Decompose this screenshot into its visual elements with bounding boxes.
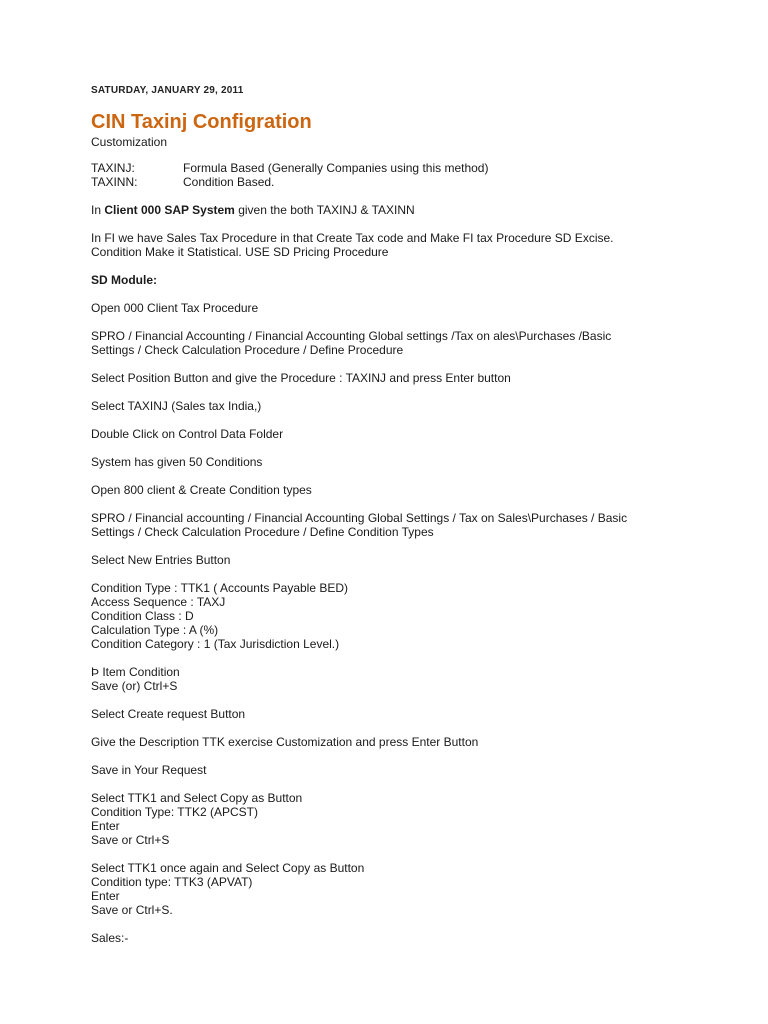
condition-type-line: Condition Type : TTK1 ( Accounts Payable BED) <box>91 581 349 595</box>
calculation-type-line: Calculation Type : A (%) <box>91 623 219 637</box>
fi-line-2: Condition Make it Statistical. USE SD Pricing Procedure <box>91 245 389 259</box>
copy-2-line-2: Condition type: TTK3 (APVAT) <box>91 875 253 889</box>
open-000-line: Open 000 Client Tax Procedure <box>91 301 259 315</box>
copy-1-line-3: Enter <box>91 819 120 833</box>
copy-1-line-2: Condition Type: TTK2 (APCST) <box>91 805 258 819</box>
give-description-line: Give the Description TTK exercise Customization and press Enter Button <box>91 735 479 749</box>
condition-category-line: Condition Category : 1 (Tax Jurisdiction Level.) <box>91 637 340 651</box>
select-new-entries-line: Select New Entries Button <box>91 553 231 567</box>
spro-path-2-line-1: SPRO / Financial accounting / Financial Accounting Global Settings / Tax on Sales\Purchases / Basic <box>91 511 628 525</box>
taxinn-value: Condition Based. <box>183 175 275 189</box>
select-taxinj-line: Select TAXINJ (Sales tax India,) <box>91 399 262 413</box>
copy-2-line-4: Save or Ctrl+S. <box>91 903 173 917</box>
customization-text: Customization <box>91 135 168 149</box>
post-date: SATURDAY, JANUARY 29, 2011 <box>91 85 244 96</box>
taxinj-key: TAXINJ: <box>91 161 135 175</box>
item-condition-line: Þ Item Condition <box>91 665 180 679</box>
spro-path-1-line-1: SPRO / Financial Accounting / Financial Accounting Global settings /Tax on ales\Purchases /Basic <box>91 329 612 343</box>
sd-module-heading: SD Module: <box>91 273 157 287</box>
taxinn-row <box>91 175 691 189</box>
taxinj-value: Formula Based (Generally Companies using this method) <box>183 161 489 175</box>
post-body <box>91 135 691 945</box>
taxinj-row <box>91 161 691 175</box>
client-line: In Client 000 SAP System given the both TAXINJ & TAXINN <box>91 203 415 217</box>
save-line-1: Save (or) Ctrl+S <box>91 679 178 693</box>
select-position-line: Select Position Button and give the Procedure : TAXINJ and press Enter button <box>91 371 511 385</box>
spro-path-1-line-2: Settings / Check Calculation Procedure / Define Procedure <box>91 343 404 357</box>
open-800-line: Open 800 client & Create Condition types <box>91 483 312 497</box>
save-request-line: Save in Your Request <box>91 763 207 777</box>
system-given-line: System has given 50 Conditions <box>91 455 263 469</box>
taxinn-key: TAXINN: <box>91 175 138 189</box>
select-create-line: Select Create request Button <box>91 707 246 721</box>
copy-2-line-3: Enter <box>91 889 120 903</box>
condition-class-line: Condition Class : D <box>91 609 194 623</box>
copy-2-line-1: Select TTK1 once again and Select Copy as Button <box>91 861 365 875</box>
double-click-line: Double Click on Control Data Folder <box>91 427 284 441</box>
sales-line: Sales:- <box>91 931 129 945</box>
spro-path-2-line-2: Settings / Check Calculation Procedure / Define Condition Types <box>91 525 434 539</box>
copy-1-line-4: Save or Ctrl+S <box>91 833 170 847</box>
copy-1-line-1: Select TTK1 and Select Copy as Button <box>91 791 303 805</box>
fi-line-1: In FI we have Sales Tax Procedure in that Create Tax code and Make FI tax Procedure SD Excise. <box>91 231 614 245</box>
post-title[interactable]: CIN Taxinj Configration <box>91 111 312 133</box>
client-system-bold: Client 000 SAP System <box>104 203 235 217</box>
access-sequence-line: Access Sequence : TAXJ <box>91 595 226 609</box>
